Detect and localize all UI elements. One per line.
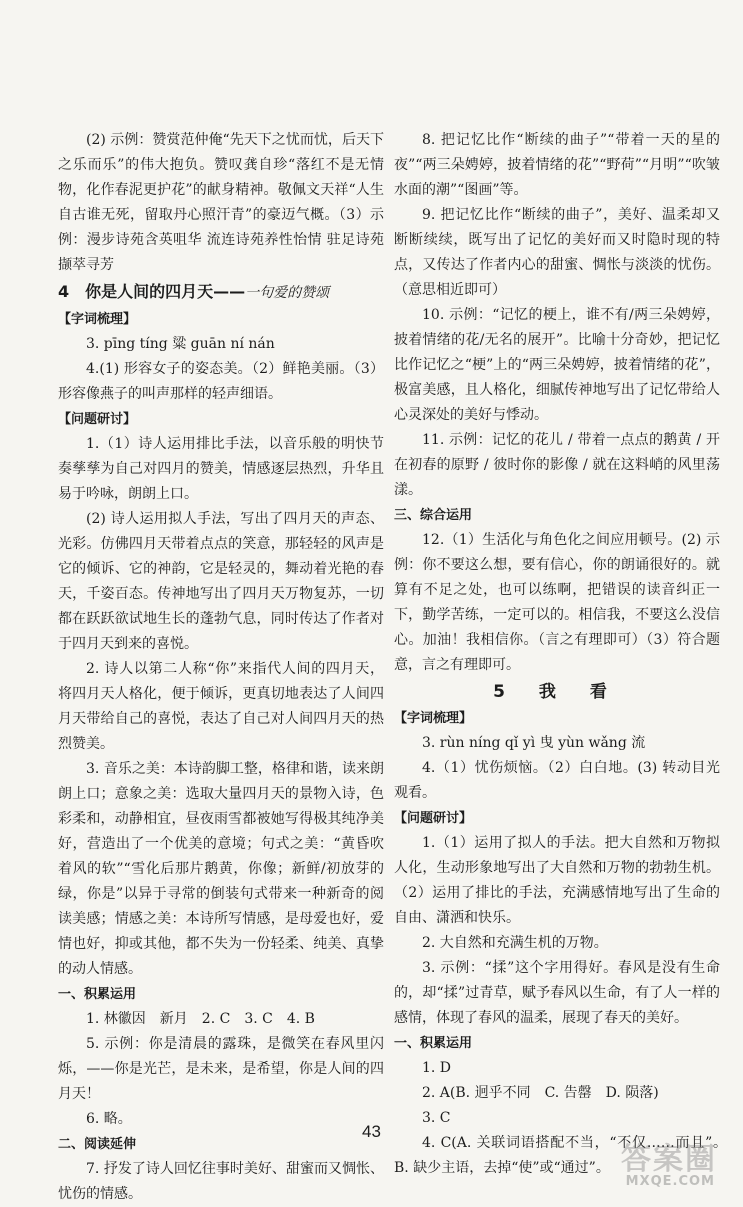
chapter-5-title: 5 我 看 <box>493 682 621 702</box>
answer-paragraph: 4.（1）忧伤烦恼。（2）白白地。(3) 转动目光观看。 <box>394 760 720 801</box>
answer-paragraph: 2. A(B. 迥乎不同 C. 告罄 D. 陨落) <box>422 1085 659 1101</box>
page-number: 43 <box>362 1122 381 1141</box>
section-tag-discussion: 【问题研讨】 <box>394 811 473 826</box>
answer-paragraph: 3. pīng tíng 粱 guān ní nán <box>86 336 275 352</box>
answer-paragraph: 2. 诗人以第二人称“你”来指代人间的四月天，将四月天人格化，便于倾诉，更真切地表达了人间四月天带给自己的喜悦，表达了自己对人间四月天的热烈赞美。 <box>58 661 384 752</box>
answer-paragraph: 8. 把记忆比作“断续的曲子”“带着一天的星的夜”“两三朵娉婷，披着情绪的花”“野荷”“月明”“吹皱水面的潮”“图画”等。 <box>394 132 720 198</box>
answer-paragraph: 1. D <box>422 1060 452 1076</box>
answer-paragraph: 2. 大自然和充满生机的万物。 <box>422 935 608 951</box>
section-tag-vocabulary: 【字词梳理】 <box>58 312 137 327</box>
answer-paragraph: 10. 示例：“记忆的梗上，谁不有/两三朵娉婷，披着情绪的花/无名的展开”。比喻十分奇妙，把记忆比作记忆之“梗”上的“两三朵娉婷，披着情绪的花”，极富美感，且人格化，细腻传神地写出了记忆带给人心灵深处的美好与悸动。 <box>394 307 720 423</box>
answer-paragraph: 3. 示例：“揉”这个字用得好。春风是没有生命的，却“揉”过青草，赋予春风以生命，有了人一样的感情，体现了春风的温柔，展现了春天的美好。 <box>394 960 720 1026</box>
section-heading-reading: 二、阅读延伸 <box>58 1137 137 1152</box>
answer-paragraph: 3. C <box>422 1110 451 1126</box>
answer-paragraph: 1.（1）运用了拟人的手法。把大自然和万物拟人化，生动形象地写出了大自然和万物的勃勃生机。（2）运用了排比的手法，充满感情地写出了生命的自由、潇洒和快乐。 <box>394 835 720 926</box>
answer-paragraph: 3. rùn níng qǐ yì 曳 yùn wǎng 流 <box>422 735 646 751</box>
watermark <box>585 1130 725 1190</box>
section-heading-accumulation: 一、积累运用 <box>58 987 137 1002</box>
chapter-4-subtitle: 一句爱的赞颂 <box>245 285 330 301</box>
answer-paragraph: 7. 抒发了诗人回忆往事时美好、甜蜜而又惆怅、忧伤的情感。 <box>58 1161 384 1202</box>
answer-paragraph: 11. 示例：记忆的花儿 / 带着一点点的鹅黄 / 开在初春的原野 / 彼时你的影像 / 就在这料峭的风里荡漾。 <box>394 432 720 498</box>
section-heading-comprehensive: 三、综合运用 <box>394 508 473 523</box>
answer-paragraph: (2) 示例：赞赏范仲俺“先天下之忧而忧，后天下之乐而乐”的伟大抱负。赞叹龚自珍“落红不是无情物，化作春泥更护花”的献身精神。敬佩文天祥“人生自古谁无死，留取丹心照汗青”的豪迈气概。（3）示例：漫步诗苑含英咀华 流连诗苑养性怡情 驻足诗苑撷萃寻芳 <box>58 132 384 273</box>
answer-paragraph: 4.(1) 形容女子的姿态美。（2）鲜艳美丽。（3）形容像燕子的叫声那样的轻声细语。 <box>58 361 384 402</box>
section-tag-vocabulary: 【字词梳理】 <box>394 711 473 726</box>
watermark-url: MXQE.COM <box>625 1174 715 1189</box>
answer-paragraph: 1.（1）诗人运用排比手法，以音乐般的明快节奏孳孳为自己对四月的赞美，情感逐层热烈，升华且易于吟咏，朗朗上口。 <box>58 436 384 502</box>
answer-paragraph: 4. C(A. 关联词语搭配不当，“不仅……而且”。 B. 缺少主语，去掉“使”或“通过”。 <box>394 1135 734 1176</box>
right-column <box>394 128 734 1181</box>
answer-paragraph: (2) 诗人运用拟人手法，写出了四月天的声态、光彩。仿佛四月天带着点点的笑意，那轻轻的风声是它的倾诉、它的神韵，它是轻灵的，舞动着光艳的春天，千姿百态。传神地写出了四月天万物复苏，一切都在跃跃欲试地生长的蓬勃气息，同时传达了作者对于四月天到来的喜悦。 <box>58 511 384 652</box>
section-tag-discussion: 【问题研讨】 <box>58 412 137 427</box>
left-column <box>58 128 384 1207</box>
answer-paragraph: 5. 示例：你是清晨的露珠，是微笑在春风里闪烁，——你是光芒，是未来，是希望，你是人间的四月天！ <box>58 1036 384 1102</box>
answer-paragraph: 9. 把记忆比作“断续的曲子”，美好、温柔却又断断续续，既写出了记忆的美好而又时隐时现的特点，又传达了作者内心的甜蜜、惆怅与淡淡的忧伤。（意思相近即可） <box>394 207 720 298</box>
answer-paragraph: 1. 林徽因 新月 2. C 3. C 4. B <box>86 1011 315 1027</box>
answer-paragraph: 3. 音乐之美：本诗韵脚工整，格律和谐，读来朗朗上口；意象之美：选取大量四月天的景物入诗，色彩柔和，动静相宜，昼夜雨雪都被她写得极其纯净美好，营造出了一个优美的意境；句式之美：“黄昏吹着风的软”“雪化后那片鹅黄，你像；新鲜/初放芽的绿，你是”以异于寻常的倒装句式带来一种新奇的阅读美感；情感之美：本诗所写情感，是母爱也好，爱情也好，抑或其他，都不失为一份轻柔、纯美、真挚的动人情感。 <box>58 761 384 977</box>
section-heading-accumulation: 一、积累运用 <box>394 1036 473 1051</box>
answer-paragraph: 6. 略。 <box>86 1111 132 1127</box>
watermark-logo-text: 答案圈 <box>621 1142 717 1177</box>
chapter-4-heading <box>58 278 384 307</box>
answer-paragraph: 12.（1）生活化与角色化之间应用顿号。(2) 示例：你不要这么想，要有信心，你的朗诵很好的。就算有不足之处，也可以练啊，把错误的读音纠正一下，勤学苦练，一定可以的。相信我，不要这么没信心。加油！我相信你。（言之有理即可）（3）符合题意，言之有理即可。 <box>394 532 720 673</box>
chapter-4-title: 4 你是人间的四月天—— <box>58 282 246 301</box>
